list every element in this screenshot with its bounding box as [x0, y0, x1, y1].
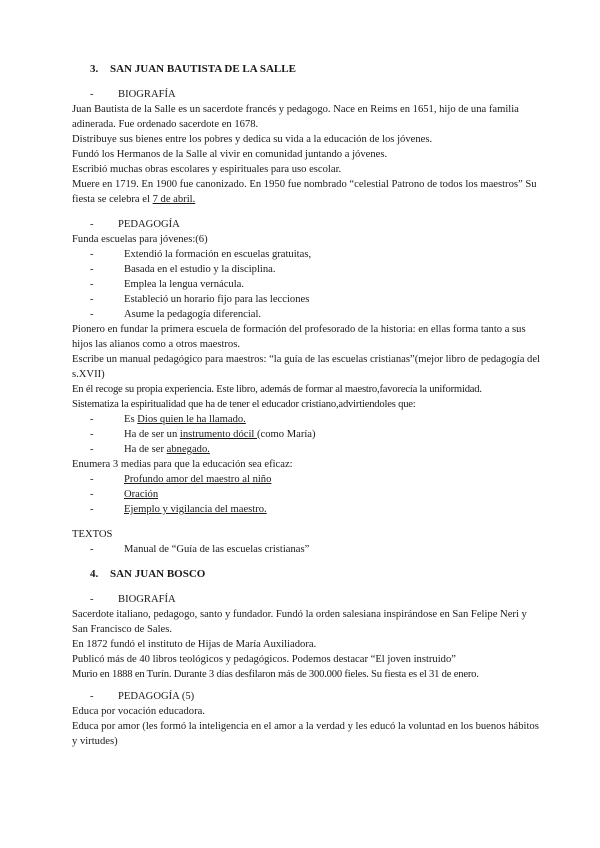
s3-pedagogia-heading: - PEDAGOGÍA	[90, 219, 180, 230]
list-item: - Ha de ser abnegado.	[90, 444, 210, 455]
s3-biografia-heading: - BIOGRAFÍA	[90, 89, 176, 100]
list-item: - Ha de ser un instrumento dócil (como María)	[90, 429, 316, 440]
s3-paragraph: Escribe un manual pedagógico para maestros: “la guía de las escuelas cristianas”(mejor libro de pedagogía del s.XVII)	[72, 354, 541, 380]
s4-bio-paragraph: Sacerdote italiano, pedagogo, santo y fundador. Fundó la orden salesiana inspirándose en San Felipe Neri y San Francisco de Sales.	[72, 609, 527, 635]
s3-bio-paragraph: Juan Bautista de la Salle es un sacerdote francés y pedagogo. Nace en Reims en 1651, hijo de una familia adinerada. Fue ordenado sacerdote en 1678.	[72, 104, 519, 130]
list-item: - Es Dios quien le ha llamado.	[90, 414, 246, 425]
s4-bio-paragraph: En 1872 fundó el instituto de Hijas de María Auxiliadora.	[72, 639, 317, 650]
s4-bio-paragraph: Publicó más de 40 libros teológicos y pedagógicos. Podemos destacar “El joven instruido”	[72, 654, 456, 665]
s4-pedagogia-heading: - PEDAGOGÍA (5)	[90, 691, 195, 702]
section-3-heading	[72, 62, 542, 77]
section-4-title: SAN JUAN BOSCO	[110, 568, 206, 580]
s3-paragraph: Sistematiza la espiritualidad que ha de tener el educador cristiano,advirtiendoles que:	[72, 399, 416, 410]
s3-paragraph: Pionero en fundar la primera escuela de formación del profesorado de la historia: en ellas forma tanto a sus hijos las alianos como a otros maestros.	[72, 324, 526, 350]
section-3-number: 3.	[90, 63, 99, 75]
s3-textos-heading: TEXTOS	[72, 529, 113, 540]
list-item: - Ejemplo y vigilancia del maestro.	[90, 504, 267, 515]
document-page	[72, 62, 542, 749]
s3-enumera-text: Enumera 3 medias para que la educación sea eficaz:	[72, 459, 293, 470]
s3-bio-paragraph: Fundó los Hermanos de la Salle al vivir en comunidad juntando a jóvenes.	[72, 149, 388, 160]
section-4-heading	[72, 567, 542, 582]
list-item: - Manual de “Guía de las escuelas cristianas”	[90, 544, 310, 555]
s3-bio-paragraph: Escribió muchas obras escolares y espirituales para uso escolar.	[72, 164, 342, 175]
s3-funda-text: Funda escuelas para jóvenes:(6)	[72, 234, 208, 245]
list-item: - Estableció un horario fijo para las lecciones	[90, 294, 310, 305]
s4-bio-paragraph: Murio en 1888 en Turín. Durante 3 días desfilaron más de 300.000 fieles. Su fiesta es el 31 de enero.	[72, 669, 479, 680]
list-item: - Profundo amor del maestro al niño	[90, 474, 272, 485]
fiesta-date: 7 de abril.	[152, 194, 196, 205]
s4-biografia-heading: - BIOGRAFÍA	[90, 594, 176, 605]
section-3-title: SAN JUAN BAUTISTA DE LA SALLE	[110, 63, 296, 75]
section-4-number: 4.	[90, 568, 99, 580]
s3-paragraph: En él recoge su propia experiencia. Este libro, además de formar al maestro,favorecía la uniformidad.	[72, 384, 482, 395]
list-item: - Extendió la formación en escuelas gratuitas,	[90, 249, 312, 260]
s3-bio-paragraph: Muere en 1719. En 1900 fue canonizado. En 1950 fue nombrado “celestial Patrono de todos los maestros” Su fiesta se celebra el 7 de abril.	[72, 179, 537, 205]
s3-bio-paragraph: Distribuye sus bienes entre los pobres y dedica su vida a la educación de los jóvenes.	[72, 134, 433, 145]
list-item: - Oración	[90, 489, 159, 500]
s4-ped-paragraph: Educa por amor (les formó la inteligencia en el amor a la verdad y les educó la voluntad en los buenos hábitos y virtudes)	[72, 721, 539, 747]
list-item: - Asume la pedagogía diferencial.	[90, 309, 262, 320]
list-item: - Emplea la lengua vernácula.	[90, 279, 245, 290]
list-item: - Basada en el estudio y la disciplina.	[90, 264, 276, 275]
s4-ped-paragraph: Educa por vocación educadora.	[72, 706, 205, 717]
